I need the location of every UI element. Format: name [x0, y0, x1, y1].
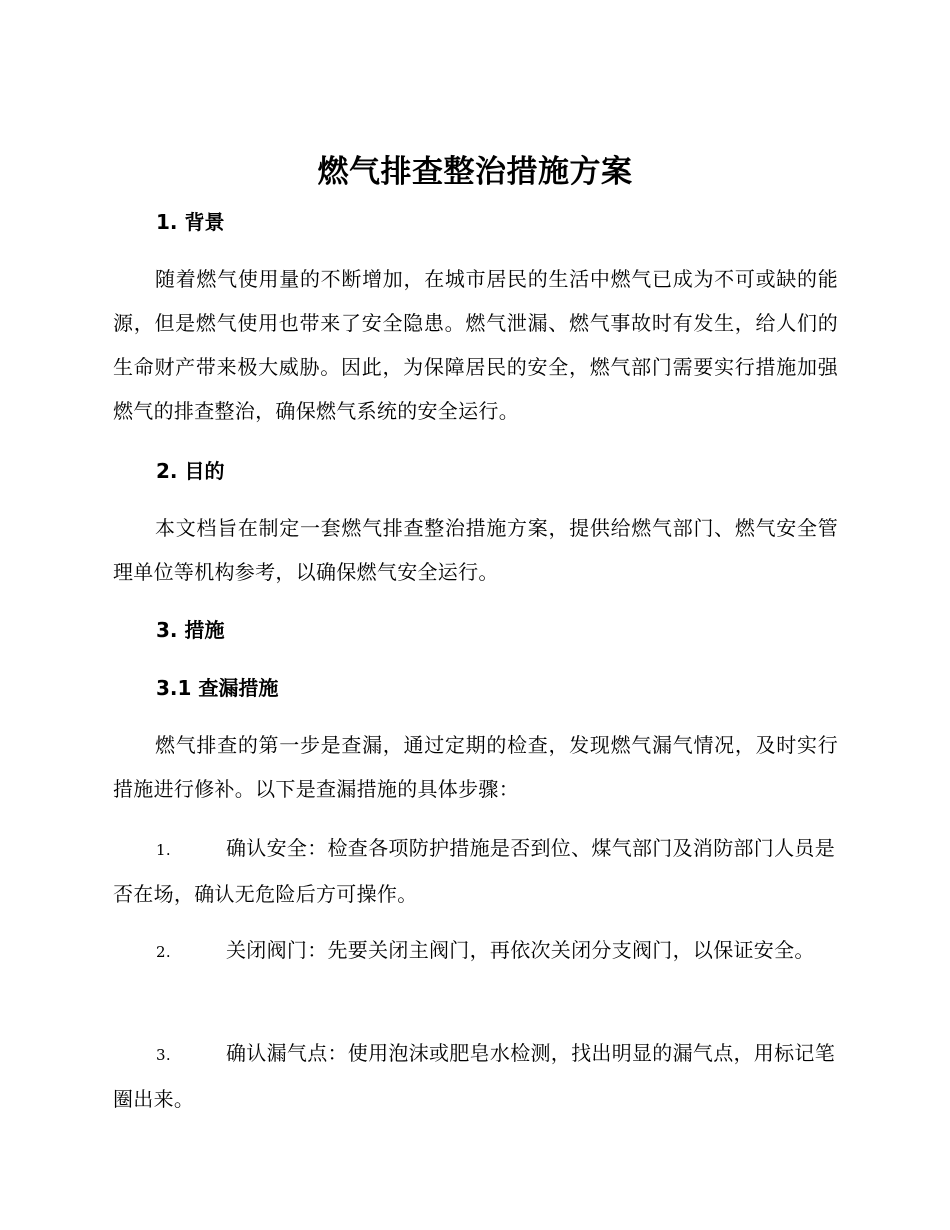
list-item-number: 3.: [156, 1046, 171, 1064]
section-heading-purpose: 2. 目的: [156, 459, 225, 483]
paragraph-background: 随着燃气使用量的不断增加，在城市居民的生活中燃气已成为不可或缺的能源，但是燃气使用也带来了安全隐患。燃气泄漏、燃气事故时有发生，给人们的生命财产带来极大威胁。因此，为保障居民的安全，燃气部门需要实行措施加强燃气的排查整治，确保燃气系统的安全运行。: [113, 267, 838, 423]
list-item-text: 确认安全：检查各项防护措施是否到位、煤气部门及消防部门人员是否在场，确认无危险后方可操作。: [113, 836, 835, 906]
list-item-number: 2.: [156, 943, 171, 961]
subsection-heading-leak-check: 3.1 查漏措施: [156, 676, 279, 700]
paragraph-purpose: 本文档旨在制定一套燃气排查整治措施方案，提供给燃气部门、燃气安全管理单位等机构参考，以确保燃气安全运行。: [113, 516, 838, 584]
list-item-text: 关闭阀门：先要关闭主阀门，再依次关闭分支阀门，以保证安全。: [226, 938, 815, 962]
section-heading-background: 1. 背景: [156, 210, 225, 234]
section-heading-measures: 3. 措施: [156, 618, 225, 642]
list-item: [113, 826, 838, 916]
list-item: [113, 928, 838, 974]
list-item-text: 确认漏气点：使用泡沫或肥皂水检测，找出明显的漏气点，用标记笔圈出来。: [113, 1041, 835, 1111]
paragraph-leak-check-intro: 燃气排查的第一步是查漏，通过定期的检查，发现燃气漏气情况，及时实行措施进行修补。以下是查漏措施的具体步骤：: [113, 733, 838, 801]
list-item-number: 1.: [156, 841, 171, 859]
list-item: [113, 1031, 838, 1121]
document-title: 燃气排查整治措施方案: [317, 154, 633, 190]
